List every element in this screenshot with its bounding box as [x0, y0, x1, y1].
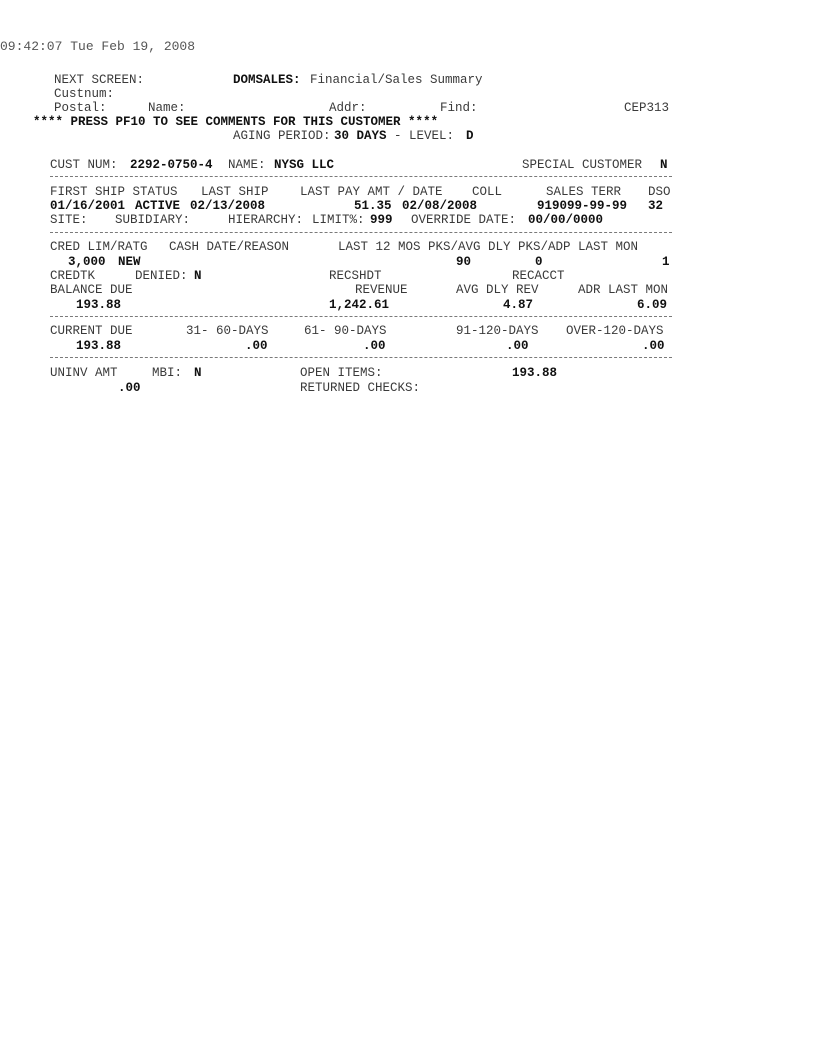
- find-label: Find:: [440, 101, 478, 115]
- aging-61-90-value: .00: [363, 339, 386, 353]
- aging-61-90-header: 61- 90-DAYS: [304, 324, 387, 338]
- balance-due-value: 193.88: [76, 298, 122, 312]
- divider: [50, 232, 672, 233]
- divider: [50, 357, 672, 358]
- revenue-value: 1,242.61: [329, 298, 390, 312]
- cust-name-label: NAME:: [228, 158, 266, 172]
- avg-dly-rev-value: 4.87: [503, 298, 534, 312]
- balance-due-label: BALANCE DUE: [50, 283, 133, 297]
- last-pay-date-value: 02/08/2008: [402, 199, 478, 213]
- divider: [50, 316, 672, 317]
- sales-terr-header: SALES TERR: [546, 185, 622, 199]
- level-value: D: [466, 129, 474, 143]
- custnum-label: Custnum:: [54, 87, 115, 101]
- special-customer-label: SPECIAL CUSTOMER: [522, 158, 643, 172]
- aging-91-120-value: .00: [506, 339, 529, 353]
- open-items-label: OPEN ITEMS:: [300, 366, 383, 380]
- program-id: CEP313: [624, 101, 670, 115]
- cred-lim-value: 3,000: [68, 255, 106, 269]
- first-ship-value: 01/16/2001: [50, 199, 126, 213]
- adp-last-mon-value: 1: [662, 255, 670, 269]
- dso-value: 32: [648, 199, 664, 213]
- denied-label: DENIED:: [135, 269, 188, 283]
- adr-last-mon-value: 6.09: [637, 298, 668, 312]
- override-date-label: OVERRIDE DATE:: [411, 213, 517, 227]
- uninv-amt-value: .00: [118, 381, 141, 395]
- aging-over-120-header: OVER-120-DAYS: [566, 324, 664, 338]
- subsidiary-label: SUBIDIARY:: [115, 213, 191, 227]
- postal-label: Postal:: [54, 101, 107, 115]
- hierarchy-label: HIERARCHY:: [228, 213, 304, 227]
- current-due-value: 193.88: [76, 339, 122, 353]
- avg-dly-pks-value: 0: [535, 255, 543, 269]
- open-items-value: 193.88: [512, 366, 558, 380]
- mbi-label: MBI:: [152, 366, 183, 380]
- cash-date-header: CASH DATE/REASON: [169, 240, 290, 254]
- rating-value: NEW: [118, 255, 141, 269]
- coll-header: COLL: [472, 185, 503, 199]
- sales-terr-value: 919099-99-99: [537, 199, 628, 213]
- last-ship-header: LAST SHIP: [201, 185, 269, 199]
- level-label: - LEVEL:: [394, 129, 455, 143]
- mbi-value: N: [194, 366, 202, 380]
- addr-label: Addr:: [329, 101, 367, 115]
- first-ship-status-header: FIRST SHIP STATUS: [50, 185, 178, 199]
- screen-title: Financial/Sales Summary: [310, 73, 483, 87]
- cust-name-value: NYSG LLC: [274, 158, 335, 172]
- timestamp: 09:42:07 Tue Feb 19, 2008: [0, 39, 196, 54]
- divider: [50, 176, 672, 177]
- current-due-header: CURRENT DUE: [50, 324, 133, 338]
- aging-31-60-header: 31- 60-DAYS: [186, 324, 269, 338]
- last-pay-amt-value: 51.35: [354, 199, 392, 213]
- avg-dly-rev-label: AVG DLY REV: [456, 283, 539, 297]
- recacct-label: RECACCT: [512, 269, 565, 283]
- last-ship-value: 02/13/2008: [190, 199, 266, 213]
- denied-value: N: [194, 269, 202, 283]
- site-label: SITE:: [50, 213, 88, 227]
- cust-num-label: CUST NUM:: [50, 158, 118, 172]
- pks-header: LAST 12 MOS PKS/AVG DLY PKS/ADP LAST MON: [338, 240, 639, 254]
- cust-num-value: 2292-0750-4: [130, 158, 213, 172]
- aging-over-120-value: .00: [642, 339, 665, 353]
- pf10-notice: **** PRESS PF10 TO SEE COMMENTS FOR THIS CUSTOMER ****: [33, 115, 439, 129]
- next-screen-label: NEXT SCREEN:: [54, 73, 145, 87]
- uninv-amt-label: UNINV AMT: [50, 366, 118, 380]
- dso-header: DSO: [648, 185, 671, 199]
- credtk-label: CREDTK: [50, 269, 96, 283]
- aging-period-value: 30 DAYS: [334, 129, 387, 143]
- aging-91-120-header: 91-120-DAYS: [456, 324, 539, 338]
- status-value: ACTIVE: [135, 199, 181, 213]
- recshdt-label: RECSHDT: [329, 269, 382, 283]
- returned-checks-label: RETURNED CHECKS:: [300, 381, 421, 395]
- last-pay-header: LAST PAY AMT / DATE: [300, 185, 443, 199]
- pks-12mo-value: 90: [456, 255, 472, 269]
- name-label: Name:: [148, 101, 186, 115]
- override-date-value: 00/00/0000: [528, 213, 604, 227]
- cred-lim-header: CRED LIM/RATG: [50, 240, 148, 254]
- limit-label: LIMIT%:: [312, 213, 365, 227]
- aging-31-60-value: .00: [245, 339, 268, 353]
- limit-value: 999: [370, 213, 393, 227]
- special-customer-value: N: [660, 158, 668, 172]
- revenue-label: REVENUE: [355, 283, 408, 297]
- aging-period-label: AGING PERIOD:: [233, 129, 331, 143]
- adr-last-mon-label: ADR LAST MON: [578, 283, 669, 297]
- screen-code: DOMSALES:: [233, 73, 301, 87]
